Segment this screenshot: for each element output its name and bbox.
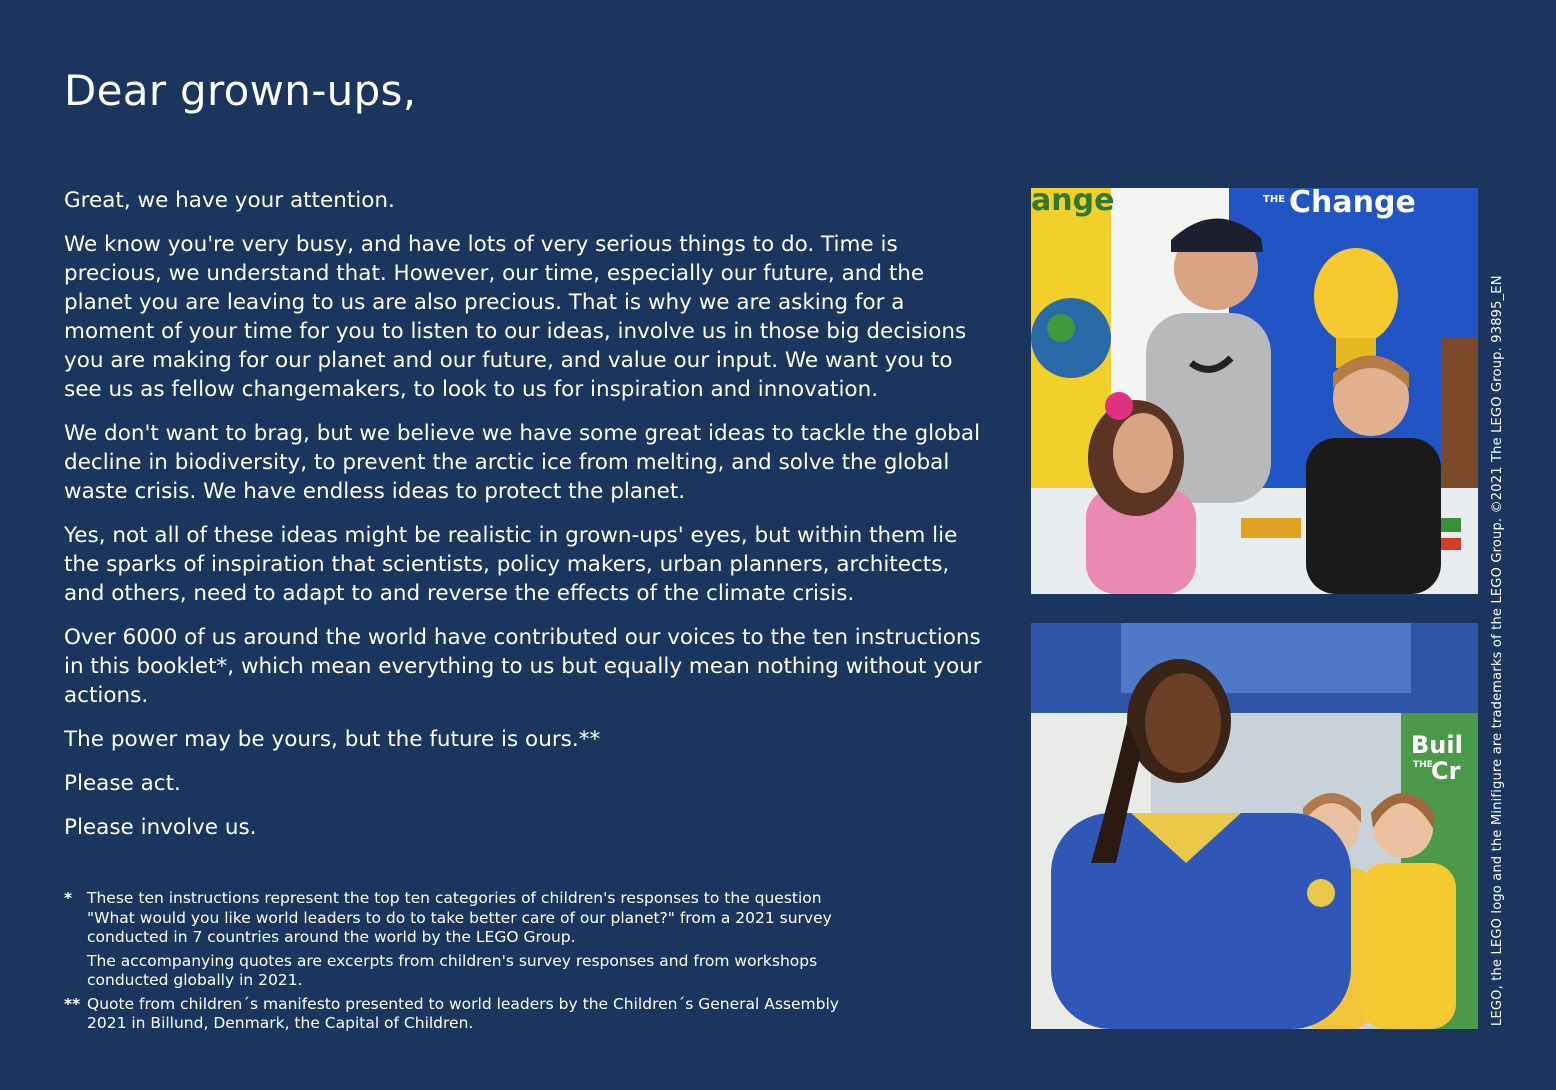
paragraph: Great, we have your attention.	[64, 188, 395, 213]
footnote-mark	[64, 952, 87, 991]
footnote-text: The accompanying quotes are excerpts from children's survey responses and from workshops conducted globally in 2021.	[87, 951, 818, 989]
sign-text-cr: Cr	[1431, 757, 1461, 785]
paragraph: Please act.	[64, 771, 181, 796]
photo-children-lego-table-graphic	[1031, 188, 1478, 594]
footnote	[64, 952, 844, 991]
paragraph: The power may be yours, but the future is ours.**	[64, 727, 601, 752]
footnotes	[64, 889, 844, 1038]
sign-text-build: Buil	[1411, 731, 1463, 759]
paragraph: Yes, not all of these ideas might be realistic in grown-ups' eyes, but within them lie the sparks of inspiration that scientists, policy makers, urban planners, architects, and others, need to adapt to and reverse the effects of the climate crisis.	[64, 523, 958, 606]
sign-text-change: Change	[1289, 188, 1416, 220]
footnote	[64, 889, 844, 948]
letter-body	[64, 186, 989, 857]
sign-text-the: THE	[1413, 760, 1433, 770]
footnote-text: Quote from children´s manifesto presented to world leaders by the Children´s General Assembly 2021 in Billund, Denmark, the Capital of Children.	[87, 994, 839, 1032]
paragraph: Please involve us.	[64, 815, 257, 840]
photo-children-school-uniform	[1031, 623, 1478, 1029]
paragraph: Over 6000 of us around the world have contributed our voices to the ten instructions in this booklet*, which mean everything to us but equally mean nothing without your actions.	[64, 625, 982, 708]
footnote-mark: *	[64, 889, 73, 907]
page-heading: Dear grown-ups,	[64, 66, 417, 115]
photo-children-lego-table	[1031, 188, 1478, 594]
paragraph: We know you're very busy, and have lots of very serious things to do. Time is precious, we understand that. However, our time, especially our future, and the planet you are leaving to us are also precious. That is why we are asking for a moment of your time for you to listen to our ideas, involve us in those big decisions you are making for our planet and our future, and value our input. We want you to see us as fellow changemakers, to look to us for inspiration and innovation.	[64, 232, 967, 402]
sign-text-ange: ange	[1031, 188, 1115, 218]
footnote	[64, 995, 844, 1034]
footnote-mark: **	[64, 994, 81, 1013]
photo-children-school-uniform-graphic	[1031, 623, 1478, 1029]
footnote-text: These ten instructions represent the top ten categories of children's responses to the question "What would you like world leaders to do to take better care of our planet?" from a 2021 survey conducted in 7 countries around the world by the LEGO Group.	[87, 889, 832, 946]
trademark-credit: LEGO, the LEGO logo and the Minifigure are trademarks of the LEGO Group. ©2021 The LEGO Group. 93895_EN	[1490, 275, 1505, 1026]
sign-text-the: THE	[1263, 194, 1286, 205]
paragraph: We don't want to brag, but we believe we have some great ideas to tackle the global decline in biodiversity, to prevent the arctic ice from melting, and solve the global waste crisis. We have endless ideas to protect the planet.	[64, 421, 981, 504]
